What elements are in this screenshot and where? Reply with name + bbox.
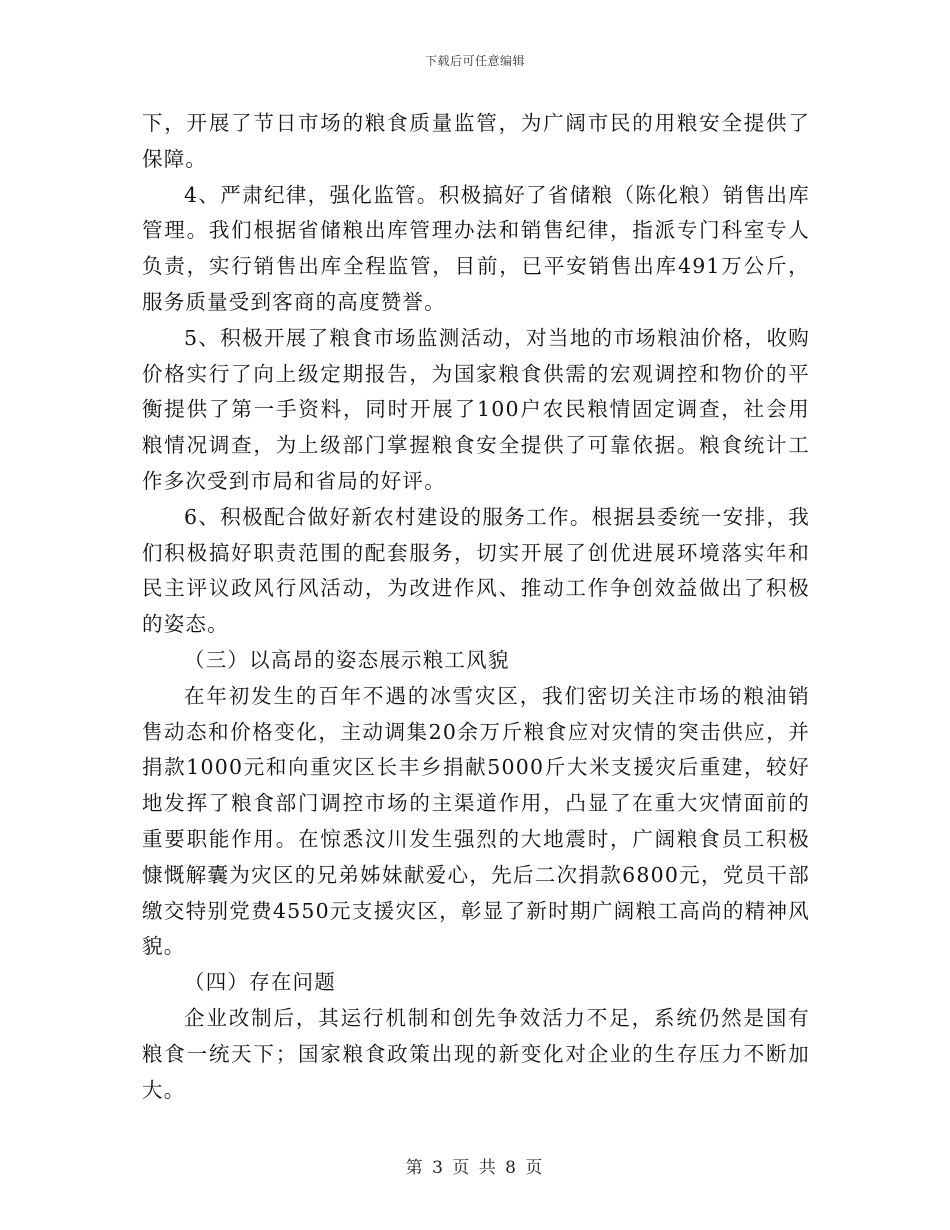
paragraph-5: 在年初发生的百年不遇的冰雪灾区，我们密切关注市场的粮油销售动态和价格变化，主动调集20余万斤粮食应对灾情的突击供应，并捐款1000元和向重灾区长丰乡捐献5000斤大米支援灾后重建，较好地发挥了粮食部门调控市场的主渠道作用，凸显了在重大灾情面前的重要职能作用。在惊悉汶川发生强烈的大地震时，广阔粮食员工积极慷慨解囊为灾区的兄弟姊妹献爱心，先后二次捐款6800元，党员干部缴交特别党费4550元支援灾区，彰显了新时期广阔粮工高尚的精神风貌。 — [142, 683, 810, 959]
document-body — [142, 106, 810, 1108]
paragraph-6: 企业改制后，其运行机制和创先争效活力不足，系统仍然是国有粮食一统天下；国家粮食政策出现的新变化对企业的生存压力不断加大。 — [142, 1005, 810, 1102]
paragraph-3: 5、积极开展了粮食市场监测活动，对当地的市场粮油价格，收购价格实行了向上级定期报告，为国家粮食供需的宏观调控和物价的平衡提供了第一手资料，同时开展了100户农民粮情固定调查，社会用粮情况调查，为上级部门掌握粮食安全提供了可靠依据。粮食统计工作多次受到市局和省局的好评。 — [142, 325, 810, 493]
page-header: 下载后可任意编辑 — [424, 54, 525, 68]
paragraph-2: 4、严肃纪律，强化监管。积极搞好了省储粮（陈化粮）销售出库管理。我们根据省储粮出库管理办法和销售纪律，指派专门科室专人负责，实行销售出库全程监管，目前，已平安销售出库491万公斤，服务质量受到客商的高度赞誉。 — [142, 182, 810, 314]
section-heading-4: （四）存在问题 — [184, 970, 336, 995]
page-number: 第 3 页 共 8 页 — [405, 1158, 545, 1178]
paragraph-4: 6、积极配合做好新农村建设的服务工作。根据县委统一安排，我们积极搞好职责范围的配套服务，切实开展了创优进展环境落实年和民主评议政风行风活动，为改进作风、推动工作争创效益做出了积极的姿态。 — [142, 504, 810, 637]
paragraph-1: 下，开展了节日市场的粮食质量监管，为广阔市民的用粮安全提供了保障。 — [142, 111, 810, 171]
section-heading-3: （三）以高昂的姿态展示粮工风貌 — [184, 647, 510, 672]
